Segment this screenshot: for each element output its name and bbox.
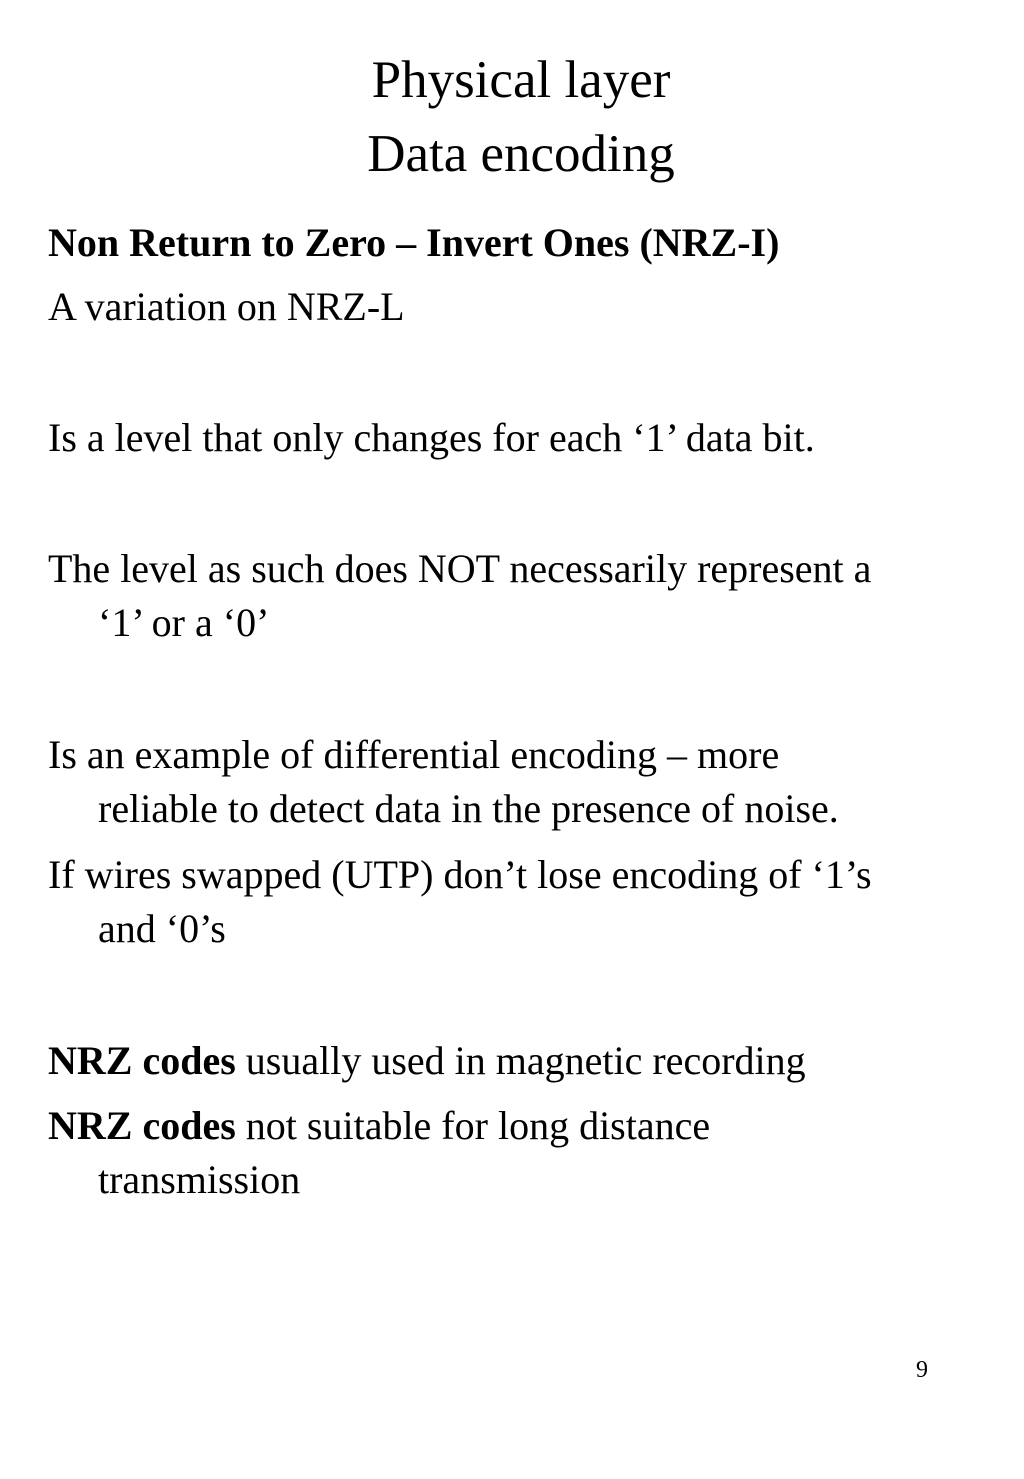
differential-encoding-line2: reliable to detect data in the presence of noise.	[98, 786, 839, 831]
level-meaning-line1: The level as such does NOT necessarily represent a	[48, 546, 872, 591]
differential-encoding-line1: Is an example of differential encoding – more	[48, 732, 780, 777]
nrz-long-distance-line2: transmission	[98, 1157, 301, 1202]
slide-title-line1: Physical layer	[371, 51, 671, 109]
slide-title-line2: Data encoding	[367, 125, 675, 183]
wires-swapped-line1: If wires swapped (UTP) don’t lose encoding of ‘1’s	[48, 852, 872, 897]
nrz-long-distance-rest: not suitable for long distance	[235, 1103, 711, 1148]
wires-swapped-text	[48, 848, 1008, 956]
nrz-codes-label: NRZ codes	[48, 1103, 236, 1148]
level-change-text: Is a level that only changes for each ‘1’ data bit.	[48, 415, 815, 460]
nrz-long-distance-text	[48, 1099, 1008, 1207]
level-meaning-line2: ‘1’ or a ‘0’	[98, 600, 270, 645]
wires-swapped-line2: and ‘0’s	[98, 906, 226, 951]
variation-text: A variation on NRZ-L	[48, 284, 405, 329]
page-number: 9	[916, 1357, 928, 1383]
nrz-i-heading: Non Return to Zero – Invert Ones (NRZ-I)	[48, 220, 780, 265]
nrz-codes-label: NRZ codes	[48, 1038, 236, 1083]
nrz-magnetic-recording-text	[48, 1034, 1008, 1088]
nrz-magnetic-recording-rest: usually used in magnetic recording	[235, 1038, 806, 1083]
differential-encoding-text	[48, 728, 1008, 836]
level-meaning-text	[48, 542, 1008, 650]
